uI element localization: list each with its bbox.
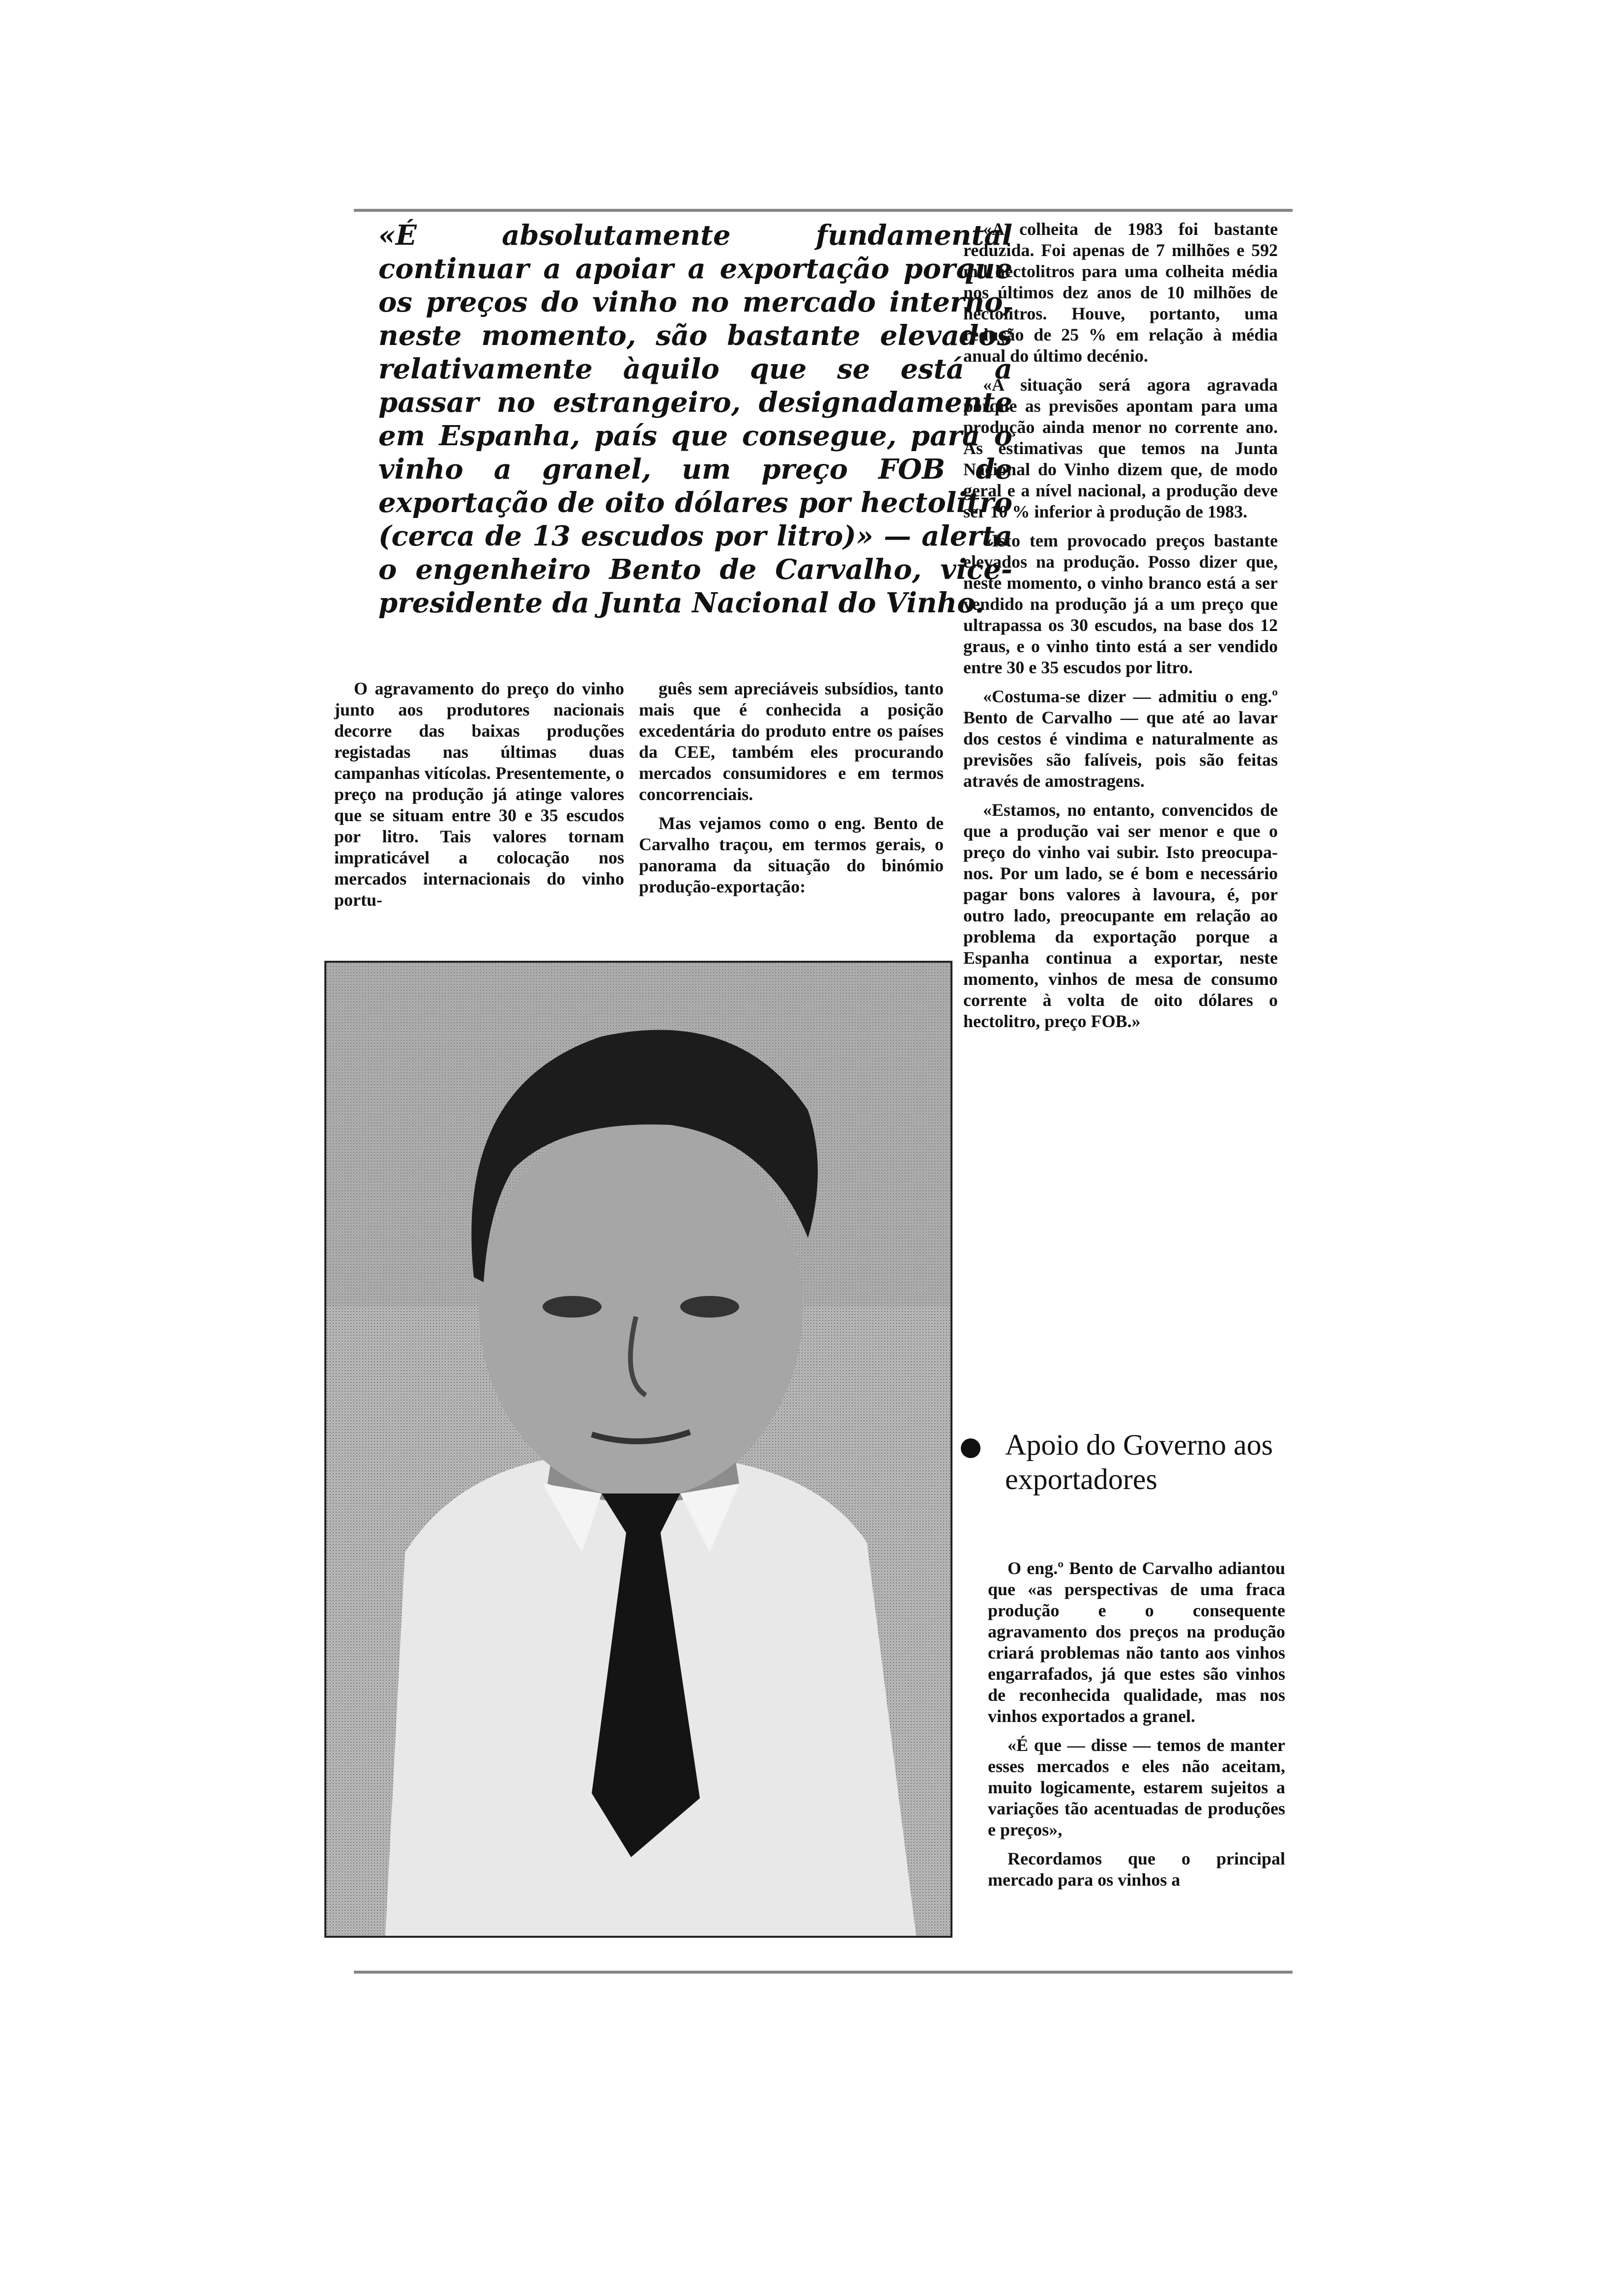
paragraph: «Estamos, no entanto, convencidos de que a produção vai ser menor e que o preço do vinho vai subir. Isto preocupa-nos. Por um lado, se é bom e necessário pagar bons valores à lavoura, é, por outro lado, preocupante em relação ao problema da exportação porque a Espanha continua a exportar, neste momento, vinhos de mesa de consumo corrente à volta de oito dólares o hectolitro, preço FOB.» [963, 800, 1278, 1031]
paragraph: «A colheita de 1983 foi bastante reduzida. Foi apenas de 7 milhões e 592 mil hectolitros para uma colheita média nos últimos dez anos de 10 milhões de hectolitros. Houve, portanto, uma redução de 25 % em relação à média anual do último decénio. [963, 219, 1278, 366]
bottom-rule [354, 1971, 1293, 1974]
paragraph: «A situação será agora agravada porque as previsões apontam para uma produção ainda menor no corrente ano. As estimativas que temos na Junta Nacional do Vinho dizem que, de modo geral e a nível nacional, a produção deve ser 10 % inferior à produção de 1983. [963, 375, 1278, 521]
portrait-illustration [326, 963, 950, 1936]
paragraph: «Costuma-se dizer — admitiu o eng.º Bento de Carvalho — que até ao lavar dos cestos é vindima e naturalmente as previsões são falíveis, pois são feitas através de amostragens. [963, 687, 1278, 791]
lead-quote: «É absolutamente fundamental continuar a apoiar a exportação porque os preços do vinho no mercado interno, neste momento, são bastante elevados relativamente àquilo que se está a passar no estrangeiro, designadamente em Espanha, país que consegue, para o vinho a granel, um preço FOB de exportação de oito dólares por hectolitro (cerca de 13 escudos por litro)» — alerta o engenheiro Bento de Carvalho, vice-presidente da Junta Nacional do Vinho. [378, 219, 1012, 619]
column-3 [963, 219, 1278, 1430]
paragraph: «É que — disse — temos de manter esses mercados e eles não aceitam, muito logicamente, estarem sujeitos a variações tão acentuadas de produções e preços», [988, 1735, 1285, 1839]
section-heading [956, 1428, 1280, 1550]
paragraph: «Isto tem provocado preços bastante elevados na produção. Posso dizer que, neste momento, o vinho branco está a ser vendido na produção já a um preço que ultrapassa os 30 escudos, na base dos 12 graus, e o vinho tinto está a ser vendido entre 30 e 35 escudos por litro. [963, 531, 1278, 677]
paragraph: guês sem apreciáveis subsídios, tanto mais que é conhecida a posição excedentária do produto entre os países da CEE, também eles procurando mercados consumidores e em termos concorrenciais. [639, 679, 944, 804]
paragraph: O eng.º Bento de Carvalho adiantou que «as perspectivas de uma fraca produção e o consequente agravamento dos preços na produção criará problemas não tanto aos vinhos engarrafados, já que estes são vinhos de reconhecida qualidade, mas nos vinhos exportados a granel. [988, 1558, 1285, 1726]
column-2 [639, 678, 944, 953]
bullet-icon [961, 1438, 980, 1458]
column-1 [334, 678, 624, 953]
top-rule [354, 209, 1293, 212]
column-4 [988, 1558, 1285, 1980]
section-heading-text: Apoio do Governo aos exportadores [1005, 1429, 1273, 1495]
paragraph: Recordamos que o principal mercado para os vinhos a [988, 1849, 1285, 1890]
paragraph: Mas vejamos como o eng. Bento de Carvalho traçou, em termos gerais, o panorama da situação do binómio produção-exportação: [639, 813, 944, 896]
paragraph: O agravamento do preço do vinho junto aos produtores nacionais decorre das baixas produções registadas nas últimas duas campanhas vitícolas. Presentemente, o preço na produção já atinge valores que se situam entre 30 e 35 escudos por litro. Tais valores tornam impraticável a colocação nos mercados internacionais do vinho portu- [334, 679, 624, 910]
portrait-photo [324, 961, 952, 1938]
